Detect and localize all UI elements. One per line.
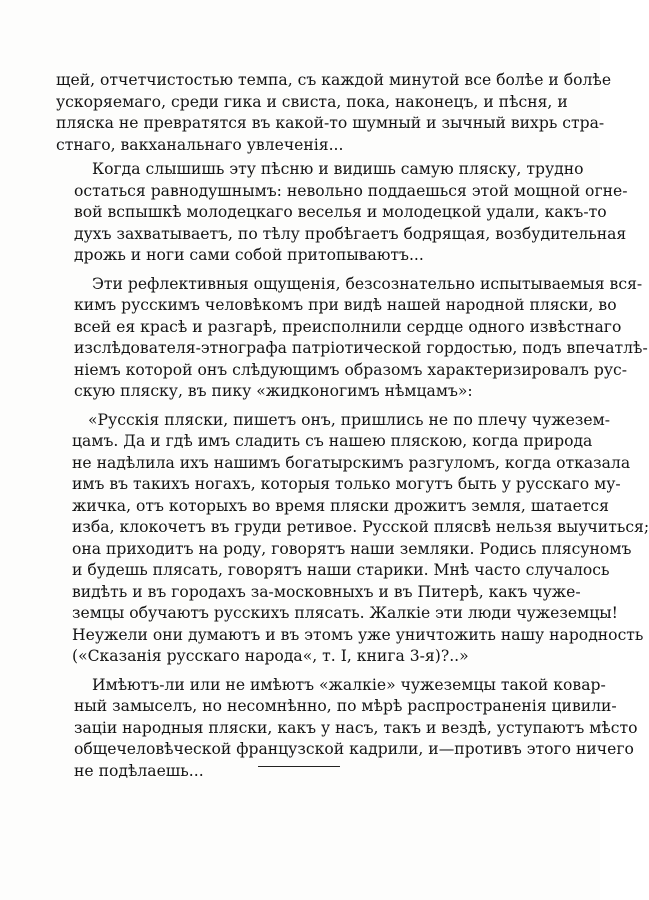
text-line: щей, отчетчистостью темпа, съ каждой минутой все болѣе и болѣе (56, 71, 612, 89)
text-line: заціи народныя пляски, какъ у насъ, такъ и вездѣ, уступаютъ мѣсто (74, 718, 638, 737)
text-line: Неужели они думаютъ и въ этомъ уже уничтожить нашу народность (72, 625, 644, 644)
paragraph-3 (56, 274, 648, 403)
text-line: Когда слышишь эту пѣсню и видишь самую пляску, трудно (92, 160, 584, 178)
text-line: имъ въ такихъ ногахъ, которыя только могутъ быть у русскаго му- (72, 475, 621, 493)
text-line: ускоряемаго, среди гика и свиста, пока, наконецъ, и пѣсня, и (56, 92, 568, 111)
text-line: пляска не превратятся въ какой-то шумный и зычный вихрь стра- (56, 114, 605, 132)
text-line: жичка, отъ которыхъ во время пляски дрожитъ земля, шатается (72, 496, 609, 515)
paragraph-1 (56, 70, 612, 156)
text-line: всей ея красѣ и разгарѣ, преисполнили сердце одного извѣстнаго (74, 317, 622, 336)
text-line: кимъ русскимъ человѣкомъ при видѣ нашей народной пляски, во (74, 296, 617, 314)
text-line: она приходитъ на роду, говорятъ наши земляки. Родись плясуномъ (72, 539, 632, 558)
text-line: ный замыселъ, но несомнѣнно, по мѣрѣ распространенія цивили- (74, 697, 617, 715)
text-line: изслѣдователя-этнографа патріотической гордостью, подъ впечатлѣ- (74, 339, 648, 357)
text-line: общечеловѣческой французской кадрили, и—противъ этого ничего (74, 740, 634, 758)
text-line: земцы обучаютъ русскихъ плясать. Жалкіе эти люди чужеземцы! (72, 604, 618, 622)
text-line: и будешь плясать, говорятъ наши старики. Мнѣ часто случалось (72, 561, 610, 579)
page-text (56, 70, 649, 785)
text-line: Имѣютъ-ли или не имѣютъ «жалкіе» чужеземцы такой ковар- (92, 675, 606, 694)
text-line: духъ захватываетъ, по тѣлу пробѣгаетъ бодрящая, возбудительная (74, 224, 627, 243)
text-line: стнаго, вакханальнаго увлеченія... (56, 135, 344, 154)
text-line: видѣть и въ городахъ за-московныхъ и въ Питерѣ, какъ чуже- (72, 582, 581, 601)
text-line: изба, клокочетъ въ груди ретивое. Русской плясвѣ нельзя выучиться; (72, 518, 649, 536)
text-line: вой вспышкѣ молодецкаго веселья и молодецкой удали, какъ-то (74, 203, 607, 221)
text-line: Эти рефлективныя ощущенія, безсознательно испытываемыя вся- (92, 274, 643, 293)
paragraph-2 (56, 159, 628, 267)
text-line: скую пляску, въ пику «жидконогимъ нѣмцамъ»: (74, 382, 473, 400)
text-line: не подѣлаешь... (74, 761, 204, 780)
text-line: («Сказанія русскаго народа«, т. I, книга 3-я)?..» (72, 647, 469, 665)
text-line: дрожь и ноги сами собой притопываютъ... (74, 246, 424, 264)
text-line: ніемъ которой онъ слѣдующимъ образомъ характеризировалъ рус- (74, 360, 628, 379)
section-end-rule (258, 766, 340, 767)
quotation (56, 410, 649, 668)
text-line: «Русскія пляски, пишетъ онъ, пришлись не по плечу чужезем- (88, 410, 610, 429)
text-line: цамъ. Да и гдѣ имъ сладить съ нашею пляскою, когда природа (72, 432, 593, 450)
text-line: остаться равнодушнымъ: невольно поддаешься этой мощной огне- (74, 181, 628, 200)
text-line: не надѣлила ихъ нашимъ богатырскимъ разгуломъ, когда отказала (72, 453, 631, 472)
